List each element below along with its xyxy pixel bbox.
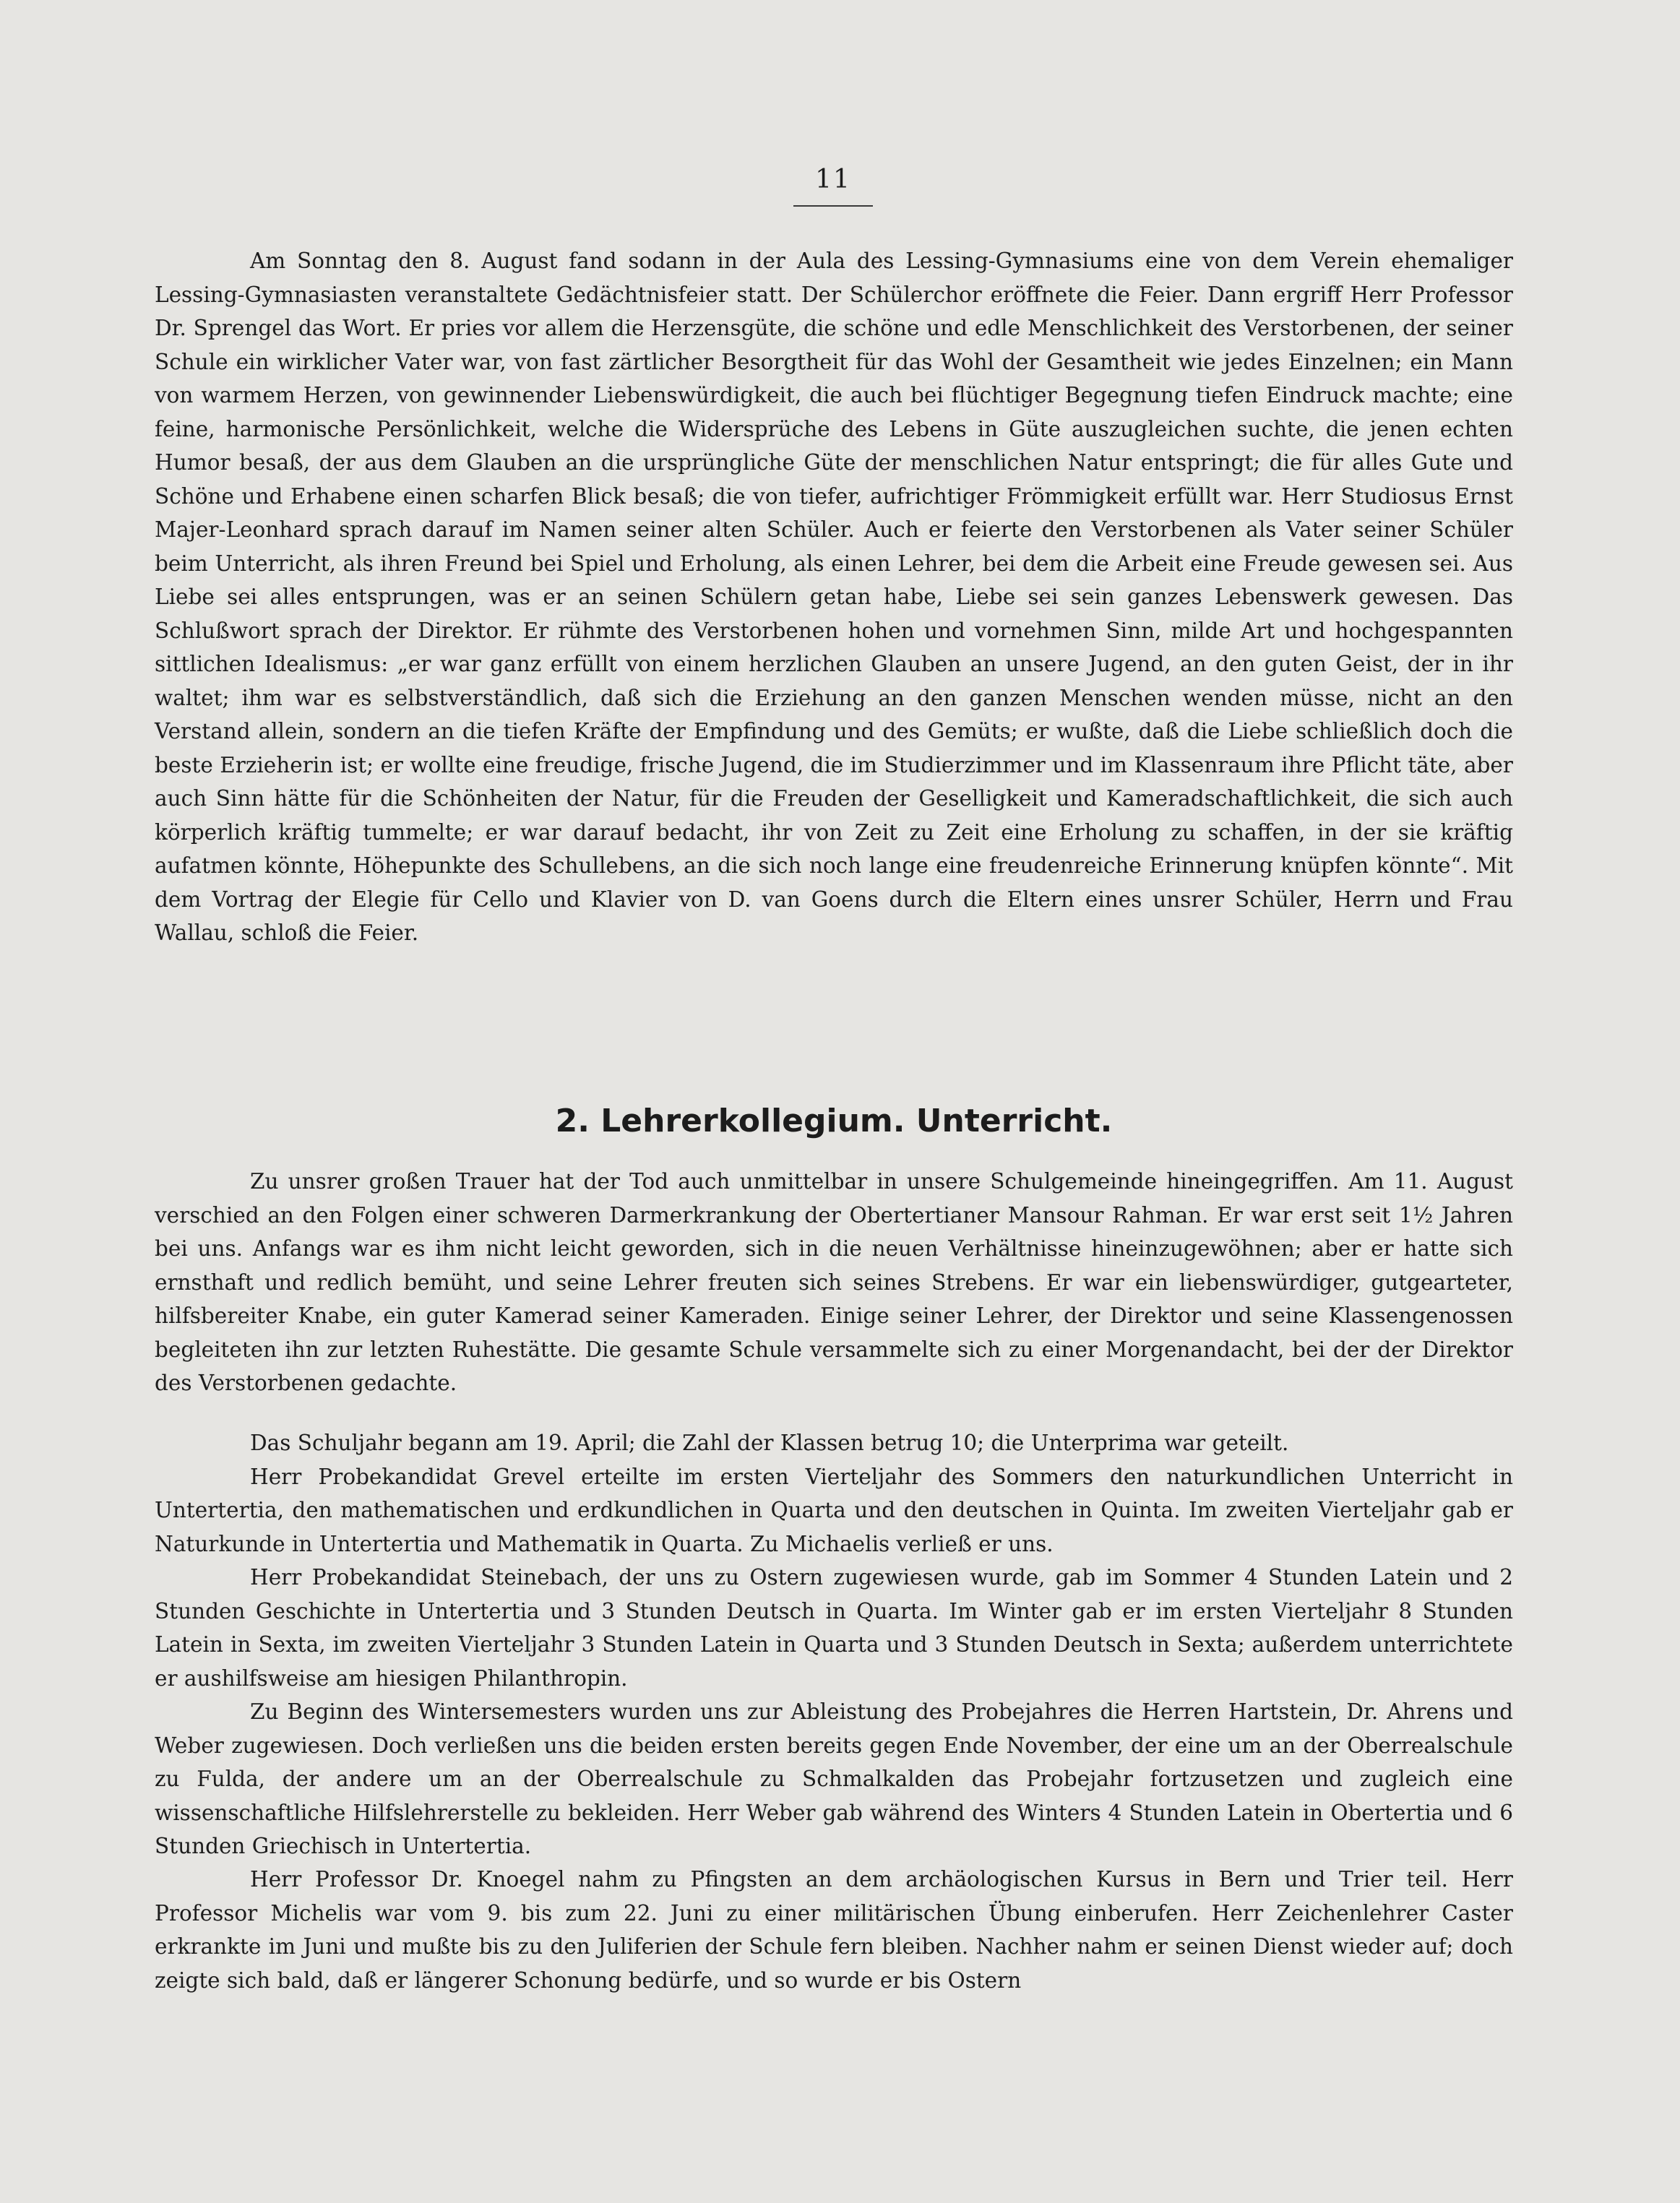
obituary-paragraph: Zu unsrer großen Trauer hat der Tod auch unmittelbar in unsere Schulgemeinde hineingegriffen. Am 11. August verschied an den Folgen einer schweren Darmerkrankung der Obertertianer Mansour Rahman. Er war erst seit 1½ Jahren bei uns. Anfangs war es ihm nicht leicht geworden, sich in die neuen Verhältnisse hineinzugewöhnen; aber er hatte sich ernsthaft und redlich bemüht, und seine Lehrer freuten sich seines Strebens. Er war ein liebenswürdiger, gutgearteter, hilfsbereiter Knabe, ein guter Kamerad seiner Kameraden. Einige seiner Lehrer, der Direktor und seine Klassengenossen begleiteten ihn zur letzten Ruhestätte. Die gesamte Schule versammelte sich zu einer Morgenandacht, bei der der Direktor des Verstorbenen gedachte. <box>155 1169 1513 1395</box>
grevel-paragraph: Herr Probekandidat Grevel erteilte im ersten Vierteljahr des Sommers den naturkundlichen Unterricht in Untertertia, den mathematischen und erdkundlichen in Quarta und den deutschen in Quinta. Im zweiten Vierteljahr gab er Naturkunde in Untertertia und Mathematik in Quarta. Zu Michaelis verließ er uns. <box>155 1464 1513 1556</box>
page-number-rule <box>793 205 873 207</box>
absences-paragraph: Herr Professor Dr. Knoegel nahm zu Pfingsten an dem archäologischen Kursus in Bern und Trier teil. Herr Professor Michelis war vom 9. bis zum 22. Juni zu einer militärischen Übung einberufen. Herr Zeichenlehrer Caster erkrankte im Juni und mußte bis zu den Juliferien der Schule fern bleiben. Nachher nahm er seinen Dienst wieder auf; doch zeigte sich bald, daß er längerer Schonung bedürfe, und so wurde er bis Ostern <box>155 1867 1513 1993</box>
memorial-paragraph: Am Sonntag den 8. August fand sodann in der Aula des Lessing-Gymnasiums eine von dem Verein ehemaliger Lessing-Gymnasiasten veranstaltete Gedächtnisfeier statt. Der Schülerchor eröffnete die Feier. Dann ergriff Herr Professor Dr. Sprengel das Wort. Er pries vor allem die Herzensgüte, die schöne und edle Menschlichkeit des Verstorbenen, der seiner Schule ein wirklicher Vater war, von fast zärtlicher Besorgtheit für das Wohl der Gesamtheit wie jedes Einzelnen; ein Mann von warmem Herzen, von gewinnender Liebenswürdigkeit, die auch bei flüchtiger Begegnung tiefen Eindruck machte; eine feine, harmonische Persönlichkeit, welche die Widersprüche des Lebens in Güte auszugleichen suchte, die jenen echten Humor besaß, der aus dem Glauben an die ursprüngliche Güte der menschlichen Natur entspringt; die für alles Gute und Schöne und Erhabene einen scharfen Blick besaß; die von tiefer, aufrichtiger Frömmigkeit erfüllt war. Herr Studiosus Ernst Majer-Leonhard sprach darauf im Namen seiner alten Schüler. Auch er feierte den Verstorbenen als Vater seiner Schüler beim Unterricht, als ihren Freund bei Spiel und Erholung, als einen Lehrer, bei dem die Arbeit eine Freude gewesen sei. Aus Liebe sei alles entsprungen, was er an seinen Schülern getan habe, Liebe sei sein ganzes Lebenswerk gewesen. Das Schlußwort sprach der Direktor. Er rühmte des Verstorbenen hohen und vornehmen Sinn, milde Art und hochgespannten sittlichen Idealismus: „er war ganz erfüllt von einem herzlichen Glauben an unsere Jugend, an den guten Geist, der in ihr waltet; ihm war es selbstverständlich, daß sich die Erziehung an den ganzen Menschen wenden müsse, nicht an den Verstand allein, sondern an die tiefen Kräfte der Empfindung und des Gemüts; er wußte, daß die Liebe schließlich doch die beste Erzieherin ist; er wollte eine freudige, frische Jugend, die im Studierzimmer und im Klassenraum ihre Pflicht täte, aber auch Sinn hätte für die Schönheiten der Natur, für die Freuden der Geselligkeit und Kameradschaftlichkeit, die sich auch körperlich kräftig tummelte; er war darauf bedacht, ihr von Zeit zu Zeit eine Erholung zu schaffen, in der sie kräftig aufatmen könnte, Höhepunkte des Schullebens, an die sich noch lange eine freudenreiche Erinnerung knüpfen könnte“. Mit dem Vortrag der Elegie für Cello und Klavier von D. van Goens durch die Eltern eines unsrer Schüler, Herrn und Frau Wallau, schloß die Feier. <box>155 249 1513 945</box>
staff-section <box>155 1426 1513 1863</box>
absences-section <box>155 1863 1513 1997</box>
section-heading: 2. Lehrerkollegium. Unterricht. <box>555 1103 1113 1139</box>
school-year-paragraph: Das Schuljahr begann am 19. April; die Zahl der Klassen betrug 10; die Unterprima war geteilt. <box>250 1431 1289 1455</box>
steinebach-paragraph: Herr Probekandidat Steinebach, der uns zu Ostern zugewiesen wurde, gab im Sommer 4 Stunden Latein und 2 Stunden Geschichte in Untertertia und 3 Stunden Deutsch in Quarta. Im Winter gab er im ersten Vierteljahr 8 Stunden Latein in Sexta, im zweiten Vierteljahr 3 Stunden Latein in Quarta und 3 Stunden Deutsch in Sexta; außerdem unterrichtete er aushilfsweise am hiesigen Philanthropin. <box>155 1565 1513 1691</box>
winter-candidates-paragraph: Zu Beginn des Wintersemesters wurden uns zur Ableistung des Probejahres die Herren Hartstein, Dr. Ahrens und Weber zugewiesen. Doch verließen uns die beiden ersten bereits gegen Ende November, der eine um an der Oberrealschule zu Fulda, der andere um an der Oberrealschule zu Schmalkalden das Probejahr fortzusetzen und zugleich eine wissenschaftliche Hilfslehrerstelle zu bekleiden. Herr Weber gab während des Winters 4 Stunden Latein in Obertertia und 6 Stunden Griechisch in Untertertia. <box>155 1699 1513 1858</box>
memorial-section <box>155 244 1513 950</box>
page-number: 11 <box>815 165 851 194</box>
obituary-section <box>155 1165 1513 1400</box>
